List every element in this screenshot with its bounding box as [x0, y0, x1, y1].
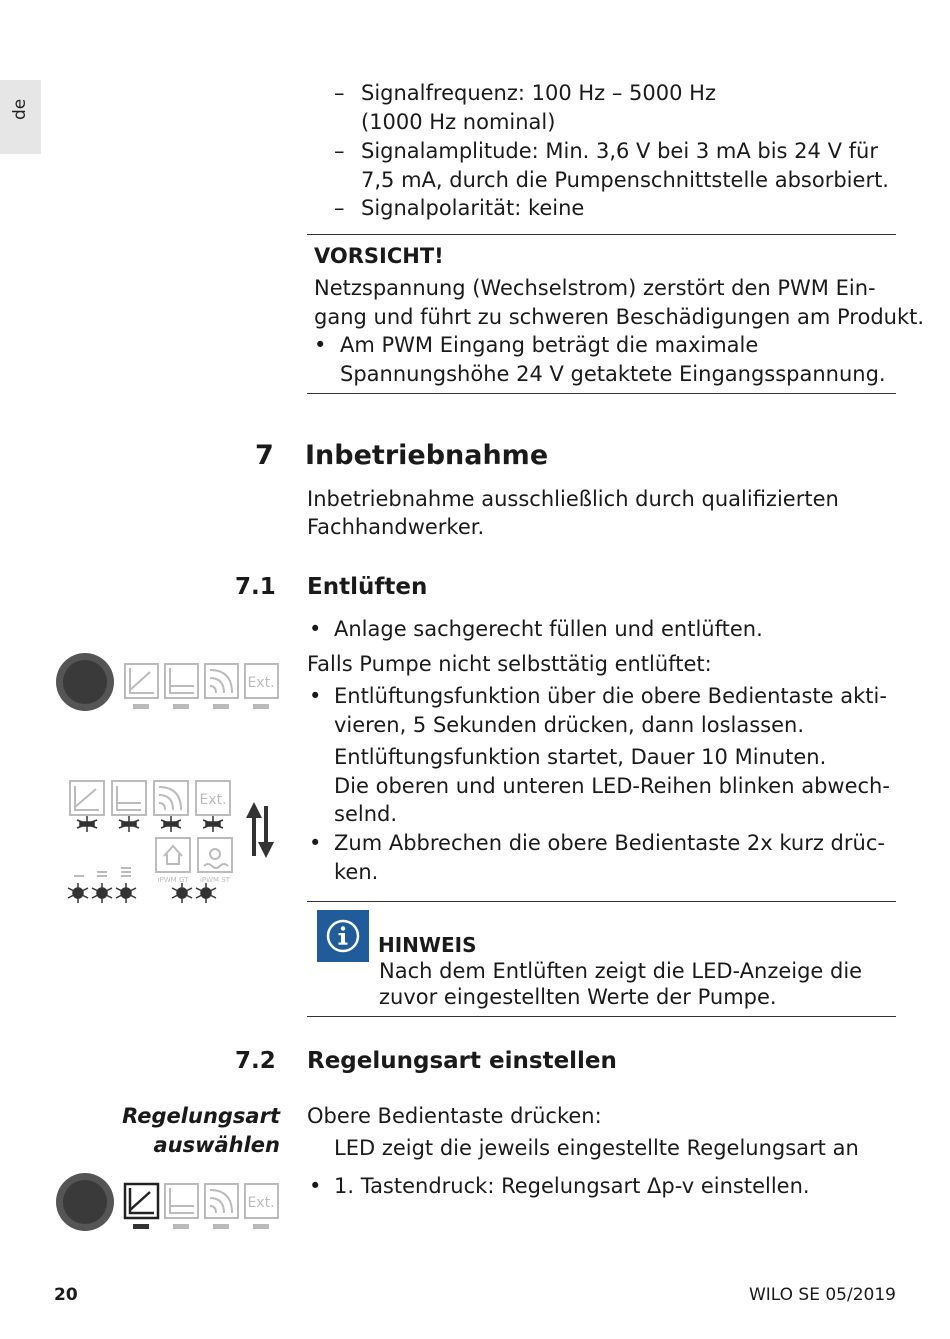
section-7-number: 7	[255, 440, 274, 471]
caution-top-rule	[307, 234, 896, 235]
publisher-footer: WILO SE 05/2019	[748, 1285, 896, 1305]
section-71-bullet3-line2: ken.	[334, 860, 379, 884]
control-panel-illustration-1	[50, 648, 290, 716]
hint-title: HINWEIS	[378, 933, 477, 957]
hint-line1: Nach dem Entlüften zeigt die LED-Anzeige die	[379, 959, 863, 983]
section-7-text-line2: Fachhandwerker.	[307, 515, 485, 539]
up-down-arrows-icon	[246, 802, 274, 858]
section-72-sub: LED zeigt die jeweils eingestellte Regelungsart an	[334, 1136, 859, 1160]
hint-bottom-rule	[307, 1016, 896, 1017]
section-71-bullet2-sub1: Entlüftungsfunktion startet, Dauer 10 Minuten.	[334, 745, 827, 769]
ipwm-st-label: iPWM ST	[199, 876, 231, 884]
section-72-title: Regelungsart einstellen	[307, 1048, 617, 1074]
section-71-bullet1-char: •	[309, 617, 322, 641]
info-icon	[317, 910, 369, 962]
section-71-title: Entlüften	[307, 574, 428, 600]
section-7-title: Inbetriebnahme	[305, 440, 549, 471]
signal-dash-3: –	[334, 196, 345, 220]
language-tab-label: de	[10, 98, 30, 120]
ext-label-3: Ext.	[247, 1195, 275, 1211]
section-71-bullet3-line1: Zum Abbrechen die obere Bedientaste 2x kurz drüc-	[334, 831, 885, 855]
caution-text-line1: Netzspannung (Wechselstrom) zerstört den PWM Ein-	[314, 276, 876, 300]
caution-title: VORSICHT!	[314, 244, 444, 268]
control-panel-illustration-2	[50, 1168, 290, 1236]
section-71-bullet1: Anlage sachgerecht füllen und entlüften.	[334, 617, 763, 641]
section-71-bullet3-char: •	[309, 831, 322, 855]
signal-item-2-line2: 7,5 mA, durch die Pumpenschnittstelle absorbiert.	[361, 168, 889, 192]
ext-label: Ext.	[247, 675, 275, 691]
ext-label-2: Ext.	[199, 792, 227, 808]
section-71-bullet2-char: •	[309, 684, 322, 708]
section-71-intro: Falls Pumpe nicht selbsttätig entlüftet:	[307, 652, 712, 676]
section-71-bullet2-line2: vieren, 5 Sekunden drücken, dann loslassen.	[334, 713, 805, 737]
caution-bullet: •	[314, 333, 327, 357]
caution-text-line2: gang und führt zu schweren Beschädigungen am Produkt.	[314, 305, 925, 329]
section-72-bullet1-char: •	[309, 1174, 322, 1198]
section-72-number: 7.2	[235, 1048, 276, 1074]
section-7-text-line1: Inbetriebnahme ausschließlich durch qualifizierten	[307, 487, 839, 511]
section-72-bullet1: 1. Tastendruck: Regelungsart Δp-v einstellen.	[334, 1174, 810, 1198]
section-71-bullet2-line1: Entlüftungsfunktion über die obere Bedientaste akti-	[334, 684, 887, 708]
signal-dash-2: –	[334, 139, 345, 163]
caution-bullet-line2: Spannungshöhe 24 V getaktete Eingangsspannung.	[340, 362, 886, 386]
section-72-text: Obere Bedientaste drücken:	[307, 1104, 602, 1128]
section-71-bullet2-sub3: selnd.	[334, 802, 398, 826]
signal-item-1-line1: Signalfrequenz: 100 Hz – 5000 Hz	[361, 81, 716, 105]
signal-item-1-line2: (1000 Hz nominal)	[361, 110, 556, 134]
ipwm-gt-label: iPWM GT	[157, 876, 189, 884]
signal-dash-1: –	[334, 81, 345, 105]
section-71-number: 7.1	[235, 574, 276, 600]
blinking-led-illustration	[60, 776, 285, 911]
delta-p-v-mode-icon	[125, 1184, 158, 1218]
language-tab	[0, 80, 41, 154]
section-71-bullet2-sub2: Die oberen und unteren LED-Reihen blinken abwech-	[334, 774, 890, 798]
caution-bullet-line1: Am PWM Eingang beträgt die maximale	[340, 333, 759, 357]
hint-line2: zuvor eingestellten Werte der Pumpe.	[379, 985, 777, 1009]
signal-item-3-line1: Signalpolarität: keine	[361, 196, 585, 220]
caution-bottom-rule	[307, 393, 896, 394]
hint-top-rule	[307, 901, 896, 902]
page-number: 20	[54, 1285, 78, 1305]
signal-item-2-line1: Signalamplitude: Min. 3,6 V bei 3 mA bis 24 V für	[361, 139, 878, 163]
section-72-sidenote-line2: auswählen	[153, 1133, 280, 1157]
blinking-led-icon	[77, 816, 97, 832]
section-72-sidenote-line1: Regelungsart	[122, 1104, 280, 1128]
